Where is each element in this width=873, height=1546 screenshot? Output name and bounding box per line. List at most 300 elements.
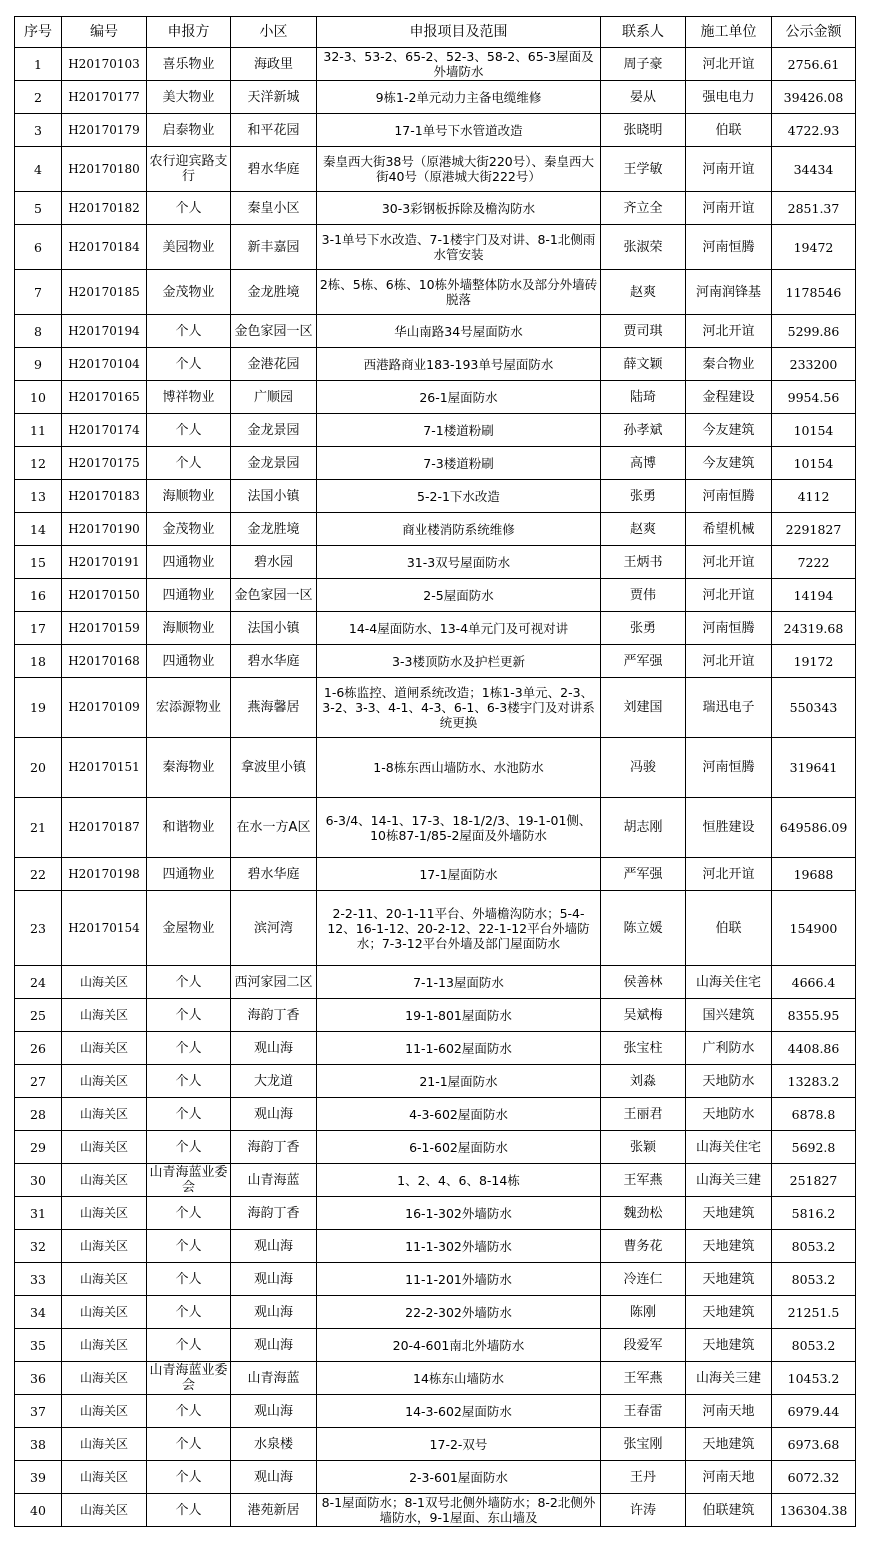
- cell-community: 水泉楼: [231, 1428, 317, 1461]
- cell-code: 山海关区: [62, 1197, 147, 1230]
- cell-applicant: 四通物业: [147, 546, 231, 579]
- cell-code: H20170187: [62, 798, 147, 858]
- cell-amount: 10453.2: [772, 1362, 856, 1395]
- cell-applicant: 个人: [147, 1296, 231, 1329]
- cell-community: 金色家园一区: [231, 579, 317, 612]
- cell-contact: 张宝柱: [601, 1032, 686, 1065]
- table-row: [15, 1164, 856, 1197]
- header-community: 小区: [231, 17, 317, 48]
- cell-contact: 胡志刚: [601, 798, 686, 858]
- cell-applicant: 个人: [147, 1197, 231, 1230]
- cell-contractor: 河南恒腾: [686, 225, 772, 270]
- cell-contact: 刘建国: [601, 678, 686, 738]
- cell-code: 山海关区: [62, 966, 147, 999]
- cell-index: 25: [15, 999, 62, 1032]
- cell-applicant: 个人: [147, 1395, 231, 1428]
- cell-community: 山青海蓝: [231, 1164, 317, 1197]
- cell-community: 碧水园: [231, 546, 317, 579]
- table-row: [15, 1362, 856, 1395]
- cell-project-scope-text: 8-1屋面防水；8-1双号北侧外墙防水；8-2北侧外墙防水，9-1屋面、东山墙及: [321, 1495, 596, 1525]
- cell-index: 29: [15, 1131, 62, 1164]
- header-project-scope: 申报项目及范围: [317, 17, 601, 48]
- header-row: [15, 17, 856, 48]
- cell-contractor: 伯联建筑: [686, 1494, 772, 1527]
- cell-applicant: 启泰物业: [147, 114, 231, 147]
- cell-community: 滨河湾: [231, 891, 317, 966]
- cell-code: H20170198: [62, 858, 147, 891]
- cell-project-scope: 32-3、53-2、65-2、52-3、58-2、65-3屋面及外墙防水: [317, 48, 601, 81]
- cell-applicant: 金茂物业: [147, 270, 231, 315]
- cell-amount: 6878.8: [772, 1098, 856, 1131]
- cell-community: 观山海: [231, 1230, 317, 1263]
- cell-contractor: 天地建筑: [686, 1230, 772, 1263]
- table-row: [15, 1494, 856, 1527]
- cell-applicant: 个人: [147, 348, 231, 381]
- cell-amount: 9954.56: [772, 381, 856, 414]
- cell-amount: 154900: [772, 891, 856, 966]
- cell-index: 22: [15, 858, 62, 891]
- cell-contact: 许涛: [601, 1494, 686, 1527]
- cell-applicant: 个人: [147, 1329, 231, 1362]
- cell-amount: 4112: [772, 480, 856, 513]
- cell-project-scope: 华山南路34号屋面防水: [317, 315, 601, 348]
- cell-applicant: 个人: [147, 315, 231, 348]
- cell-community: 天洋新城: [231, 81, 317, 114]
- cell-index: 17: [15, 612, 62, 645]
- cell-code: H20170190: [62, 513, 147, 546]
- cell-project-scope: 1-6栋监控、道闸系统改造；1栋1-3单元、2-3、3-2、3-3、4-1、4-3、6-1、6-3楼宇门及对讲系统更换: [317, 678, 601, 738]
- cell-contractor: 河北开谊: [686, 645, 772, 678]
- cell-community: 金龙景园: [231, 414, 317, 447]
- cell-code: H20170194: [62, 315, 147, 348]
- cell-contractor: 天地防水: [686, 1098, 772, 1131]
- cell-project-scope: 2-2-11、20-1-11平台、外墙檐沟防水；5-4-12、16-1-12、20-2-12、22-1-12平台外墙防水；7-3-12平台外墙及部门屋面防水: [317, 891, 601, 966]
- table-row: [15, 1263, 856, 1296]
- table-row: [15, 1461, 856, 1494]
- cell-code: 山海关区: [62, 1098, 147, 1131]
- cell-project-scope: 2-5屋面防水: [317, 579, 601, 612]
- cell-community: 碧水华庭: [231, 645, 317, 678]
- cell-amount: 319641: [772, 738, 856, 798]
- cell-contractor: 河南开谊: [686, 147, 772, 192]
- cell-project-scope: 1、2、4、6、8-14栋: [317, 1164, 601, 1197]
- cell-project-scope: 22-2-302外墙防水: [317, 1296, 601, 1329]
- cell-contact: 高博: [601, 447, 686, 480]
- table-row: [15, 999, 856, 1032]
- cell-contact: 刘淼: [601, 1065, 686, 1098]
- cell-applicant: 个人: [147, 1065, 231, 1098]
- cell-contact: 严军强: [601, 645, 686, 678]
- cell-index: 31: [15, 1197, 62, 1230]
- cell-community: 拿波里小镇: [231, 738, 317, 798]
- cell-index: 5: [15, 192, 62, 225]
- cell-contractor: 伯联: [686, 114, 772, 147]
- cell-code: H20170184: [62, 225, 147, 270]
- cell-applicant: 个人: [147, 192, 231, 225]
- cell-index: 34: [15, 1296, 62, 1329]
- cell-amount: 14194: [772, 579, 856, 612]
- cell-contact: 魏劲松: [601, 1197, 686, 1230]
- cell-index: 36: [15, 1362, 62, 1395]
- cell-code: H20170104: [62, 348, 147, 381]
- cell-amount: 24319.68: [772, 612, 856, 645]
- cell-code: H20170151: [62, 738, 147, 798]
- cell-community: 大龙道: [231, 1065, 317, 1098]
- cell-contractor: 今友建筑: [686, 447, 772, 480]
- cell-code: H20170154: [62, 891, 147, 966]
- cell-community: 燕海馨居: [231, 678, 317, 738]
- cell-contractor: 天地建筑: [686, 1197, 772, 1230]
- cell-contact: 冯骏: [601, 738, 686, 798]
- cell-amount: 19688: [772, 858, 856, 891]
- cell-project-scope: 2栋、5栋、6栋、10栋外墙整体防水及部分外墙砖脱落: [317, 270, 601, 315]
- cell-amount: 8053.2: [772, 1230, 856, 1263]
- cell-contractor: 山海关住宅: [686, 966, 772, 999]
- cell-project-scope: 17-1屋面防水: [317, 858, 601, 891]
- table-row: [15, 546, 856, 579]
- cell-applicant: 宏添源物业: [147, 678, 231, 738]
- cell-index: 38: [15, 1428, 62, 1461]
- cell-community: 碧水华庭: [231, 147, 317, 192]
- cell-amount: 2851.37: [772, 192, 856, 225]
- cell-project-scope: 6-3/4、14-1、17-3、18-1/2/3、19-1-01侧、10栋87-1/85-2屋面及外墙防水: [317, 798, 601, 858]
- cell-project-scope: 9栋1-2单元动力主备电缆维修: [317, 81, 601, 114]
- cell-amount: 6072.32: [772, 1461, 856, 1494]
- document-page: [14, 16, 855, 1527]
- cell-code: H20170165: [62, 381, 147, 414]
- cell-contact: 周子豪: [601, 48, 686, 81]
- cell-contact: 王学敏: [601, 147, 686, 192]
- cell-amount: 10154: [772, 447, 856, 480]
- cell-applicant: 美园物业: [147, 225, 231, 270]
- cell-contractor: 河北开谊: [686, 48, 772, 81]
- table-row: [15, 1197, 856, 1230]
- table-row: [15, 1065, 856, 1098]
- cell-index: 16: [15, 579, 62, 612]
- cell-applicant: 山青海蓝业委会: [147, 1362, 231, 1395]
- cell-amount: 1178546: [772, 270, 856, 315]
- cell-contact: 张颖: [601, 1131, 686, 1164]
- cell-project-scope: 14-3-602屋面防水: [317, 1395, 601, 1428]
- table-row: [15, 147, 856, 192]
- cell-project-scope: 11-1-201外墙防水: [317, 1263, 601, 1296]
- cell-index: 12: [15, 447, 62, 480]
- cell-index: 15: [15, 546, 62, 579]
- table-row: [15, 612, 856, 645]
- cell-contact: 薛文颖: [601, 348, 686, 381]
- cell-project-scope: 5-2-1下水改造: [317, 480, 601, 513]
- cell-amount: 5692.8: [772, 1131, 856, 1164]
- table-row: [15, 738, 856, 798]
- cell-amount: 21251.5: [772, 1296, 856, 1329]
- cell-index: 33: [15, 1263, 62, 1296]
- cell-index: 37: [15, 1395, 62, 1428]
- cell-amount: 10154: [772, 414, 856, 447]
- cell-community: 港苑新居: [231, 1494, 317, 1527]
- cell-contact: 贾司琪: [601, 315, 686, 348]
- cell-contractor: 山海关三建: [686, 1362, 772, 1395]
- cell-contractor: 山海关三建: [686, 1164, 772, 1197]
- cell-community: 海韵丁香: [231, 999, 317, 1032]
- cell-applicant: 博祥物业: [147, 381, 231, 414]
- cell-amount: 4408.86: [772, 1032, 856, 1065]
- cell-contact: 侯善林: [601, 966, 686, 999]
- cell-contractor: 天地建筑: [686, 1329, 772, 1362]
- cell-code: 山海关区: [62, 1032, 147, 1065]
- cell-project-scope: 3-1单号下水改造、7-1楼宇门及对讲、8-1北侧雨水管安装: [317, 225, 601, 270]
- cell-code: H20170191: [62, 546, 147, 579]
- table-body: [15, 48, 856, 1527]
- cell-contractor: 天地建筑: [686, 1428, 772, 1461]
- cell-amount: 2756.61: [772, 48, 856, 81]
- cell-contact: 赵爽: [601, 270, 686, 315]
- cell-community: 在水一方A区: [231, 798, 317, 858]
- cell-contact: 王军燕: [601, 1362, 686, 1395]
- cell-index: 39: [15, 1461, 62, 1494]
- cell-contractor: 恒胜建设: [686, 798, 772, 858]
- cell-project-scope: 4-3-602屋面防水: [317, 1098, 601, 1131]
- cell-contractor: 天地建筑: [686, 1263, 772, 1296]
- cell-community: 西河家园二区: [231, 966, 317, 999]
- cell-code: H20170174: [62, 414, 147, 447]
- cell-contact: 曹务花: [601, 1230, 686, 1263]
- cell-community: 碧水华庭: [231, 858, 317, 891]
- cell-applicant: 个人: [147, 1494, 231, 1527]
- cell-contractor: 天地建筑: [686, 1296, 772, 1329]
- cell-code: 山海关区: [62, 1428, 147, 1461]
- cell-contractor: 河南恒腾: [686, 480, 772, 513]
- cell-community: 和平花园: [231, 114, 317, 147]
- cell-index: 6: [15, 225, 62, 270]
- table-row: [15, 381, 856, 414]
- cell-amount: 19472: [772, 225, 856, 270]
- cell-amount: 649586.09: [772, 798, 856, 858]
- cell-contractor: 今友建筑: [686, 414, 772, 447]
- cell-community: 法国小镇: [231, 612, 317, 645]
- table-row: [15, 48, 856, 81]
- cell-contact: 王军燕: [601, 1164, 686, 1197]
- cell-community: 金龙胜境: [231, 513, 317, 546]
- cell-index: 1: [15, 48, 62, 81]
- cell-code: H20170109: [62, 678, 147, 738]
- cell-contractor: 河北开谊: [686, 579, 772, 612]
- cell-project-scope: 14-4屋面防水、13-4单元门及可视对讲: [317, 612, 601, 645]
- table-row: [15, 678, 856, 738]
- cell-contractor: 河南恒腾: [686, 612, 772, 645]
- cell-applicant: 个人: [147, 1098, 231, 1131]
- cell-contact: 齐立全: [601, 192, 686, 225]
- cell-code: H20170179: [62, 114, 147, 147]
- cell-project-scope: 17-1单号下水管道改造: [317, 114, 601, 147]
- header-contact: 联系人: [601, 17, 686, 48]
- cell-community: 海政里: [231, 48, 317, 81]
- table-row: [15, 891, 856, 966]
- cell-project-scope: 16-1-302外墙防水: [317, 1197, 601, 1230]
- cell-contact: 贾伟: [601, 579, 686, 612]
- cell-contact: 冷连仁: [601, 1263, 686, 1296]
- cell-index: 3: [15, 114, 62, 147]
- cell-amount: 39426.08: [772, 81, 856, 114]
- cell-applicant: 山青海蓝业委会: [147, 1164, 231, 1197]
- table-row: [15, 1032, 856, 1065]
- cell-applicant: 个人: [147, 1461, 231, 1494]
- cell-project-scope: 21-1屋面防水: [317, 1065, 601, 1098]
- cell-contractor: 河南开谊: [686, 192, 772, 225]
- cell-applicant: 四通物业: [147, 579, 231, 612]
- cell-contractor: 秦合物业: [686, 348, 772, 381]
- cell-code: H20170183: [62, 480, 147, 513]
- cell-community: 金港花园: [231, 348, 317, 381]
- announcement-table: [14, 16, 856, 1527]
- cell-code: H20170182: [62, 192, 147, 225]
- cell-community: 广顺园: [231, 381, 317, 414]
- cell-index: 28: [15, 1098, 62, 1131]
- table-row: [15, 1230, 856, 1263]
- cell-code: H20170103: [62, 48, 147, 81]
- cell-index: 27: [15, 1065, 62, 1098]
- cell-code: 山海关区: [62, 1065, 147, 1098]
- cell-index: 13: [15, 480, 62, 513]
- cell-contractor: 伯联: [686, 891, 772, 966]
- cell-project-scope: 3-3楼顶防水及护栏更新: [317, 645, 601, 678]
- cell-applicant: 个人: [147, 1032, 231, 1065]
- cell-amount: 2291827: [772, 513, 856, 546]
- cell-index: 11: [15, 414, 62, 447]
- table-row: [15, 315, 856, 348]
- table-row: [15, 1098, 856, 1131]
- cell-index: 4: [15, 147, 62, 192]
- table-row: [15, 414, 856, 447]
- table-row: [15, 1131, 856, 1164]
- cell-community: 观山海: [231, 1263, 317, 1296]
- header-amount: 公示金额: [772, 17, 856, 48]
- cell-contractor: 强电电力: [686, 81, 772, 114]
- cell-code: H20170180: [62, 147, 147, 192]
- table-row: [15, 1329, 856, 1362]
- cell-applicant: 个人: [147, 1263, 231, 1296]
- cell-index: 35: [15, 1329, 62, 1362]
- cell-contractor: 国兴建筑: [686, 999, 772, 1032]
- cell-project-scope: 30-3彩钢板拆除及檐沟防水: [317, 192, 601, 225]
- cell-code: 山海关区: [62, 1296, 147, 1329]
- cell-applicant: 个人: [147, 1230, 231, 1263]
- cell-contractor: 河北开谊: [686, 858, 772, 891]
- cell-amount: 8053.2: [772, 1263, 856, 1296]
- cell-contact: 王丹: [601, 1461, 686, 1494]
- cell-contact: 赵爽: [601, 513, 686, 546]
- cell-contractor: 广利防水: [686, 1032, 772, 1065]
- cell-code: H20170168: [62, 645, 147, 678]
- cell-community: 海韵丁香: [231, 1197, 317, 1230]
- cell-code: 山海关区: [62, 1230, 147, 1263]
- cell-project-scope: 26-1屋面防水: [317, 381, 601, 414]
- cell-applicant: 喜乐物业: [147, 48, 231, 81]
- cell-contact: 张勇: [601, 612, 686, 645]
- cell-project-scope: 19-1-801屋面防水: [317, 999, 601, 1032]
- cell-project-scope: 11-1-302外墙防水: [317, 1230, 601, 1263]
- cell-code: 山海关区: [62, 1131, 147, 1164]
- cell-amount: 19172: [772, 645, 856, 678]
- cell-community: 秦皇小区: [231, 192, 317, 225]
- cell-project-scope: 7-1-13屋面防水: [317, 966, 601, 999]
- cell-index: 20: [15, 738, 62, 798]
- cell-project-scope: 2-3-601屋面防水: [317, 1461, 601, 1494]
- cell-project-scope: 31-3双号屋面防水: [317, 546, 601, 579]
- cell-community: 金龙胜境: [231, 270, 317, 315]
- cell-code: 山海关区: [62, 1494, 147, 1527]
- cell-amount: 4722.93: [772, 114, 856, 147]
- cell-code: H20170185: [62, 270, 147, 315]
- cell-applicant: 农行迎宾路支行: [147, 147, 231, 192]
- cell-code: 山海关区: [62, 1164, 147, 1197]
- cell-code: 山海关区: [62, 1395, 147, 1428]
- table-row: [15, 348, 856, 381]
- table-row: [15, 1395, 856, 1428]
- table-row: [15, 966, 856, 999]
- cell-contractor: 河北开谊: [686, 315, 772, 348]
- cell-community: 金色家园一区: [231, 315, 317, 348]
- cell-applicant: 美大物业: [147, 81, 231, 114]
- cell-applicant: 秦海物业: [147, 738, 231, 798]
- cell-index: 18: [15, 645, 62, 678]
- cell-code: 山海关区: [62, 1461, 147, 1494]
- cell-index: 14: [15, 513, 62, 546]
- cell-contact: 陈刚: [601, 1296, 686, 1329]
- cell-project-scope: 7-3楼道粉刷: [317, 447, 601, 480]
- cell-contact: 张晓明: [601, 114, 686, 147]
- cell-applicant: 四通物业: [147, 645, 231, 678]
- cell-code: H20170150: [62, 579, 147, 612]
- table-row: [15, 1428, 856, 1461]
- table-row: [15, 798, 856, 858]
- header-applicant: 申报方: [147, 17, 231, 48]
- cell-applicant: 海顺物业: [147, 480, 231, 513]
- cell-applicant: 个人: [147, 1428, 231, 1461]
- cell-applicant: 个人: [147, 966, 231, 999]
- table-row: [15, 114, 856, 147]
- cell-project-scope: 20-4-601南北外墙防水: [317, 1329, 601, 1362]
- cell-contact: 张勇: [601, 480, 686, 513]
- cell-community: 法国小镇: [231, 480, 317, 513]
- cell-index: 26: [15, 1032, 62, 1065]
- cell-contact: 张淑荣: [601, 225, 686, 270]
- cell-index: 24: [15, 966, 62, 999]
- cell-amount: 5299.86: [772, 315, 856, 348]
- cell-applicant: 和谐物业: [147, 798, 231, 858]
- cell-contact: 严军强: [601, 858, 686, 891]
- cell-index: 23: [15, 891, 62, 966]
- cell-contractor: 天地防水: [686, 1065, 772, 1098]
- cell-applicant: 四通物业: [147, 858, 231, 891]
- cell-code: H20170159: [62, 612, 147, 645]
- cell-community: 观山海: [231, 1329, 317, 1362]
- cell-contractor: 希望机械: [686, 513, 772, 546]
- cell-index: 19: [15, 678, 62, 738]
- cell-code: 山海关区: [62, 1362, 147, 1395]
- cell-project-scope: [317, 1494, 601, 1527]
- cell-contact: 孙孝斌: [601, 414, 686, 447]
- cell-applicant: 个人: [147, 414, 231, 447]
- cell-community: 新丰嘉园: [231, 225, 317, 270]
- cell-contractor: 河南天地: [686, 1395, 772, 1428]
- cell-contact: 段爱军: [601, 1329, 686, 1362]
- header-contractor: 施工单位: [686, 17, 772, 48]
- header-index: 序号: [15, 17, 62, 48]
- cell-amount: 5816.2: [772, 1197, 856, 1230]
- cell-code: H20170177: [62, 81, 147, 114]
- table-row: [15, 225, 856, 270]
- cell-community: 金龙景园: [231, 447, 317, 480]
